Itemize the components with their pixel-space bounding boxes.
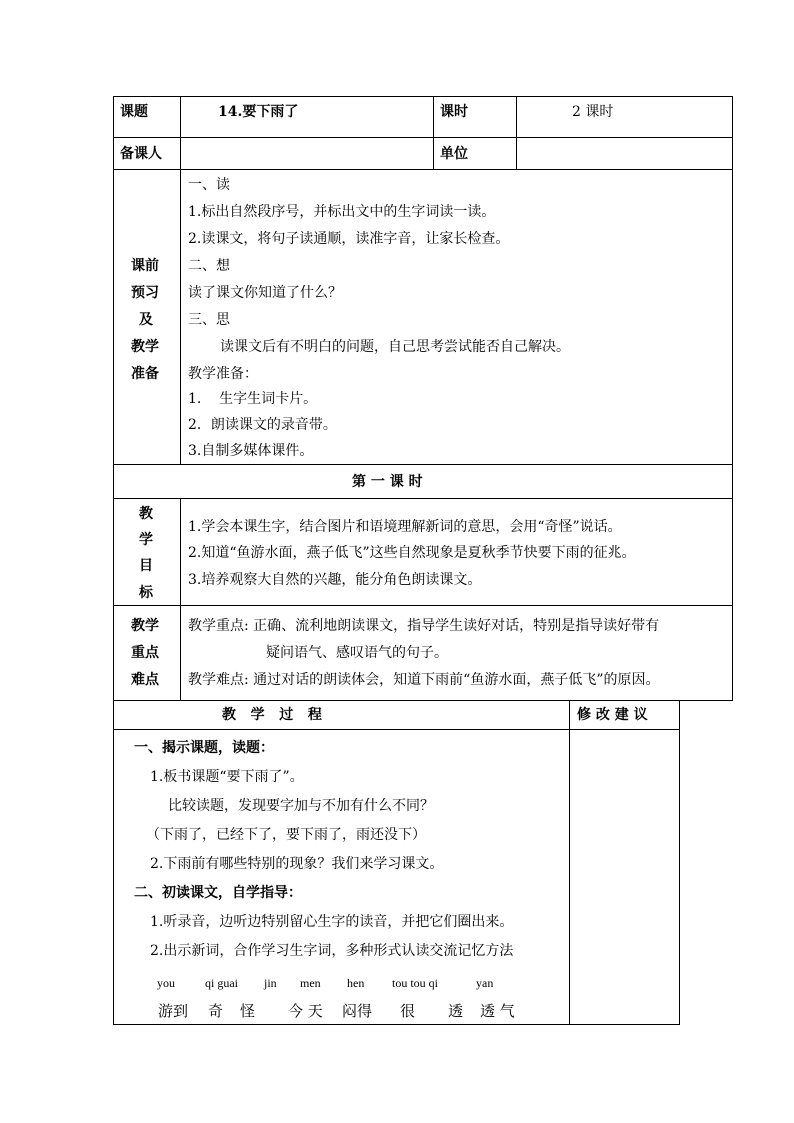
table-border	[113, 700, 114, 1025]
hanzi: 透	[448, 1002, 464, 1020]
table-border	[113, 96, 733, 97]
goal-line: 2.知道“鱼游水面，燕子低飞”这些自然现象是夏秋季节快要下雨的征兆。	[188, 545, 636, 561]
goals-label: 标	[139, 585, 153, 601]
process-line: 1.听录音，边听边特别留心生字的读音，并把它们圈出来。	[150, 914, 514, 930]
hanzi: 闷得	[342, 1002, 373, 1020]
periods-value: 2 课时	[572, 104, 614, 120]
pinyin: yan	[476, 976, 494, 990]
goal-line: 1.学会本课生字，结合图片和语境理解新词的意思，会用“奇怪”说话。	[188, 519, 622, 535]
preview-label: 预习	[131, 285, 159, 301]
table-border	[180, 96, 181, 465]
preview-line: 读了课文你知道了什么？	[188, 285, 342, 301]
preview-line: 二、想	[188, 258, 230, 274]
hanzi: 怪	[240, 1002, 256, 1020]
table-border	[679, 700, 680, 1025]
hanzi: 奇	[208, 1002, 224, 1020]
preparer-label: 备课人	[120, 146, 162, 162]
table-border	[113, 464, 733, 465]
keypoints-label: 教学	[131, 618, 159, 634]
goals-label: 目	[139, 558, 153, 574]
preview-line: 教学准备：	[188, 366, 258, 382]
table-border	[732, 96, 733, 701]
pinyin: you	[157, 976, 175, 990]
table-border	[113, 169, 733, 170]
table-border	[113, 729, 680, 730]
table-border	[180, 498, 181, 701]
table-border	[113, 700, 733, 701]
process-line: （下雨了，已经下了，要下雨了，雨还没下）	[146, 827, 426, 843]
process-line: 比较读题，发现要字加与不加有什么不同？	[168, 798, 434, 814]
pinyin: men	[300, 976, 321, 990]
process-header: 教 学 过 程	[222, 707, 322, 723]
pinyin: qi guai	[205, 976, 238, 990]
preview-line: 2.读课文，将句子读通顺，读准字音，让家长检查。	[188, 231, 510, 247]
period-title: 第 一 课 时	[352, 474, 423, 490]
goals-label: 教	[139, 506, 153, 522]
keypoint-line: 教学难点: 通过对话的朗读体会，知道下雨前“鱼游水面，燕子低飞”的原因。	[188, 672, 660, 688]
goal-line: 3.培养观察大自然的兴趣，能分角色朗读课文。	[188, 572, 482, 588]
topic-label: 课题	[120, 104, 148, 120]
hanzi: 今 天	[288, 1002, 323, 1020]
process-line: 1.板书课题“要下雨了”。	[150, 769, 304, 785]
preview-line: 2．朗读课文的录音带。	[188, 417, 337, 433]
preview-line: 3.自制多媒体课件。	[188, 443, 314, 459]
table-border	[113, 605, 733, 606]
revise-header: 修 改 建 议	[577, 707, 648, 723]
keypoint-line: 教学重点: 正确、流利地朗读课文，指导学生读好对话，特别是指导读好带有	[188, 618, 660, 634]
keypoint-line: 疑问语气、感叹语气的句子。	[266, 645, 448, 661]
table-border	[113, 96, 114, 701]
pinyin: hen	[347, 976, 365, 990]
keypoints-label: 难点	[131, 672, 159, 688]
preview-line: 1. 生字生词卡片。	[188, 391, 318, 407]
process-section-title: 二、初读课文，自学指导：	[134, 885, 302, 901]
periods-label: 课时	[440, 104, 468, 120]
preview-label: 准备	[131, 366, 159, 382]
table-border	[516, 96, 517, 170]
pinyin: jin	[264, 976, 277, 990]
hanzi: 透 气	[480, 1002, 515, 1020]
table-border	[113, 498, 733, 499]
preview-line: 一、读	[188, 177, 230, 193]
preview-line: 1.标出自然段序号，并标出文中的生字词读一读。	[188, 204, 496, 220]
process-section-title: 一、揭示课题，读题：	[134, 740, 274, 756]
table-border	[433, 96, 434, 170]
unit-label: 单位	[440, 146, 468, 162]
table-border	[113, 137, 733, 138]
table-border	[569, 700, 570, 1025]
preview-label: 教学	[131, 339, 159, 355]
goals-label: 学	[139, 532, 153, 548]
table-border	[113, 1024, 680, 1025]
pinyin: tou tou qi	[392, 976, 439, 990]
preview-label: 课前	[131, 258, 159, 274]
keypoints-label: 重点	[131, 645, 159, 661]
preview-line: 读课文后有不明白的问题，自己思考尝试能否自己解决。	[220, 339, 570, 355]
hanzi: 很	[400, 1002, 416, 1020]
hanzi: 游到	[158, 1002, 189, 1020]
process-line: 2.出示新词，合作学习生字词，多种形式认读交流记忆方法	[150, 943, 514, 959]
preview-line: 三、思	[188, 312, 230, 328]
process-line: 2.下雨前有哪些特别的现象？我们来学习课文。	[150, 856, 444, 872]
topic-value: 14.要下雨了	[218, 104, 299, 120]
preview-label: 及	[139, 312, 153, 328]
